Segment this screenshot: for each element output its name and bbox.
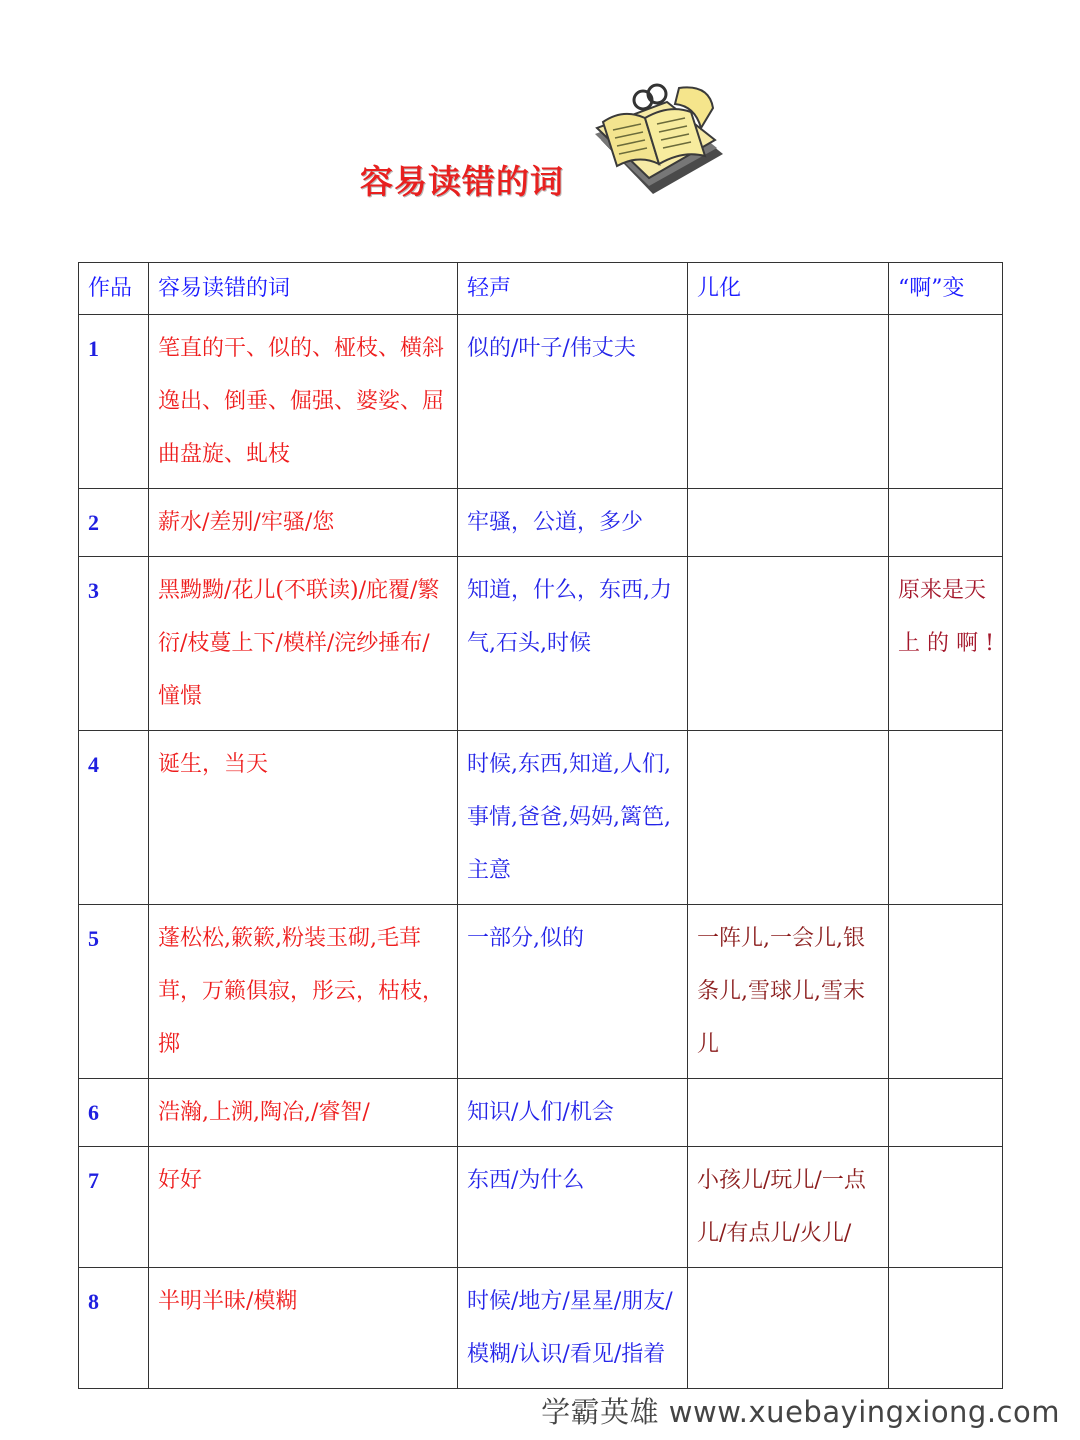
qingsheng-cell: 知道，什么，东西,力气,石头,时候 — [458, 557, 688, 731]
row-number: 7 — [79, 1147, 149, 1268]
row-number: 2 — [79, 489, 149, 557]
abian-cell — [889, 731, 1003, 905]
erhua-cell — [688, 489, 889, 557]
column-header-work: 作品 — [79, 263, 149, 315]
row-number: 3 — [79, 557, 149, 731]
column-header-words: 容易读错的词 — [149, 263, 458, 315]
book-icon — [583, 78, 723, 196]
qingsheng-cell: 时候,东西,知道,人们,事情,爸爸,妈妈,篱笆,主意 — [458, 731, 688, 905]
qingsheng-cell: 知识/人们/机会 — [458, 1079, 688, 1147]
words-table — [78, 262, 1003, 1389]
words-cell: 蓬松松,簌簌,粉装玉砌,毛茸茸，万籁俱寂，彤云，枯枝，掷 — [149, 905, 458, 1079]
words-cell: 诞生，当天 — [149, 731, 458, 905]
row-number: 4 — [79, 731, 149, 905]
erhua-cell — [688, 315, 889, 489]
table-row — [79, 731, 1003, 905]
words-cell: 薪水/差别/牢骚/您 — [149, 489, 458, 557]
column-header-abian: “啊”变 — [889, 263, 1003, 315]
table-row — [79, 489, 1003, 557]
abian-cell: 原来是天上的啊! — [889, 557, 1003, 731]
words-cell: 笔直的干、似的、桠枝、横斜逸出、倒垂、倔强、婆娑、屈曲盘旋、虬枝 — [149, 315, 458, 489]
erhua-cell — [688, 1079, 889, 1147]
words-cell: 黑黝黝/花儿(不联读)/庇覆/繁衍/枝蔓上下/模样/浣纱捶布/憧憬 — [149, 557, 458, 731]
erhua-cell — [688, 731, 889, 905]
abian-cell — [889, 489, 1003, 557]
erhua-cell — [688, 1268, 889, 1389]
column-header-erhua: 儿化 — [688, 263, 889, 315]
row-number: 8 — [79, 1268, 149, 1389]
table-header-row — [79, 263, 1003, 315]
abian-cell — [889, 1079, 1003, 1147]
erhua-cell: 一阵儿,一会儿,银条儿,雪球儿,雪末儿 — [688, 905, 889, 1079]
table-row — [79, 315, 1003, 489]
erhua-cell: 小孩儿/玩儿/一点儿/有点儿/火儿/ — [688, 1147, 889, 1268]
column-header-qingsheng: 轻声 — [458, 263, 688, 315]
qingsheng-cell: 时候/地方/星星/朋友/模糊/认识/看见/指着 — [458, 1268, 688, 1389]
page-title: 容易读错的词 — [360, 162, 564, 201]
row-number: 1 — [79, 315, 149, 489]
table-row — [79, 1147, 1003, 1268]
erhua-cell — [688, 557, 889, 731]
qingsheng-cell: 一部分,似的 — [458, 905, 688, 1079]
table-row — [79, 1268, 1003, 1389]
row-number: 6 — [79, 1079, 149, 1147]
table-row — [79, 557, 1003, 731]
table-row — [79, 905, 1003, 1079]
abian-cell — [889, 1147, 1003, 1268]
words-cell: 好好 — [149, 1147, 458, 1268]
words-cell: 浩瀚,上溯,陶冶,/睿智/ — [149, 1079, 458, 1147]
abian-cell — [889, 1268, 1003, 1389]
row-number: 5 — [79, 905, 149, 1079]
qingsheng-cell: 牢骚，公道，多少 — [458, 489, 688, 557]
qingsheng-cell: 似的/叶子/伟丈夫 — [458, 315, 688, 489]
abian-cell — [889, 315, 1003, 489]
words-cell: 半明半昧/模糊 — [149, 1268, 458, 1389]
qingsheng-cell: 东西/为什么 — [458, 1147, 688, 1268]
footer-watermark: 学霸英雄 www.xuebayingxiong.com — [541, 1395, 1060, 1429]
table-row — [79, 1079, 1003, 1147]
abian-cell — [889, 905, 1003, 1079]
